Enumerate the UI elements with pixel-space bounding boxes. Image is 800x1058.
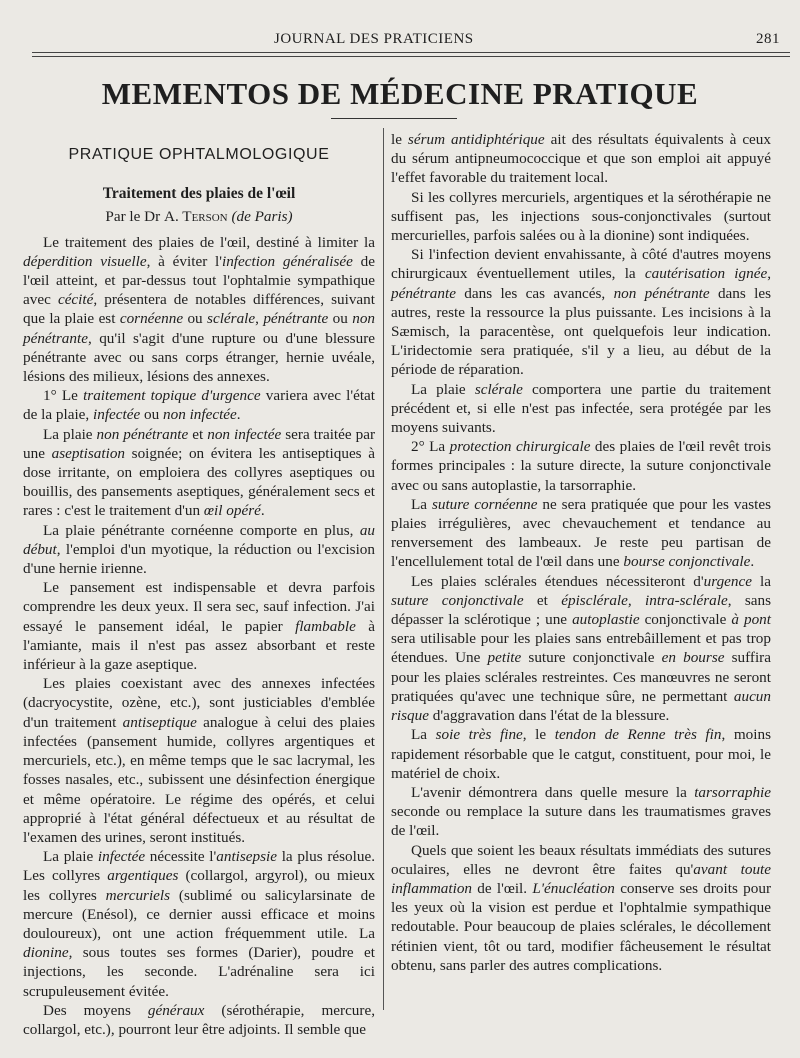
left-body bbox=[23, 233, 375, 1040]
title-underline bbox=[331, 118, 457, 119]
text-run: La bbox=[411, 495, 432, 513]
italic-run: mercuriels bbox=[105, 886, 171, 904]
paragraph bbox=[23, 1001, 375, 1039]
text-run: , moins rapidement résorbable que le catgut, constituent, pour moi, le matériel de choix. bbox=[391, 726, 771, 782]
paragraph bbox=[23, 847, 375, 1001]
text-run: La plaie bbox=[411, 380, 475, 398]
text-run: ou bbox=[328, 310, 353, 328]
text-run: , bbox=[255, 310, 264, 328]
italic-run: protection chirurgicale bbox=[449, 438, 591, 456]
text-run: le bbox=[391, 131, 408, 148]
italic-run: autoplastie bbox=[572, 611, 640, 629]
italic-run: flambable bbox=[295, 617, 356, 635]
text-run: et bbox=[188, 425, 208, 443]
italic-run: sclérale bbox=[207, 310, 256, 328]
left-column bbox=[23, 130, 375, 1039]
paragraph bbox=[23, 521, 375, 579]
text-run: Les plaies sclérales étendues nécessiteront d' bbox=[411, 572, 704, 590]
text-run: Le pansement est indispensable et devra parfois comprendre les deux yeux. Il sera sec, sauf infection. J'ai essayé le pansement idéal, le papier bbox=[23, 579, 375, 635]
italic-run: non infectée bbox=[163, 406, 237, 424]
text-run: comportera une partie du traitement précédent et, si elle n'est pas infectée, sera protégée par les moyens suivants. bbox=[391, 380, 771, 437]
paragraph bbox=[391, 572, 771, 726]
paragraph bbox=[23, 578, 375, 674]
italic-run: sclérale bbox=[474, 380, 523, 398]
italic-run: urgence bbox=[703, 572, 752, 590]
italic-run: tendon de Renne très fin bbox=[554, 726, 722, 744]
italic-run: en bourse bbox=[661, 649, 725, 667]
italic-run: dionine bbox=[23, 944, 69, 962]
italic-run: infection généralisée bbox=[221, 252, 353, 270]
journal-title: JOURNAL DES PRATICIENS bbox=[274, 31, 474, 47]
text-run: ou bbox=[140, 406, 163, 424]
text-run: soignée; on évitera les antiseptiques à dose irritante, on emploiera des collyres aseptiques ou bouillis, des pansements aseptiques, généralement secs et rares : c'est le traitement d'un bbox=[23, 444, 375, 520]
text-run: . bbox=[236, 406, 241, 424]
text-run: ne sera pratiquée que pour les vastes plaies irrégulières, avec chevauchement et tendance au renversement des lambeaux. Je reste peu partisan de l'encellulement total de l'œil dans une bbox=[391, 495, 771, 571]
paragraph bbox=[391, 245, 771, 379]
paragraph bbox=[23, 386, 375, 424]
paragraph bbox=[391, 495, 771, 572]
text-run: suffira pour les plaies sclérales restreintes. Ces manœuvres ne seront pratiquées qu'avec une technique sûre, ne permettant bbox=[391, 649, 771, 705]
text-run: Les plaies coexistant avec des annexes infectées (dacryocystite, ozène, etc.), sont justiciables d'emblée d'un traitement bbox=[23, 675, 375, 731]
text-run: ou bbox=[183, 310, 208, 328]
text-run: La bbox=[411, 726, 436, 744]
italic-run: généraux bbox=[147, 1001, 205, 1019]
italic-run: antiseptique bbox=[122, 713, 197, 731]
text-run: ait des résultats équivalents à ceux du sérum antipneumococcique et que son emploi ait appuyé l'effet favorable du traitement local. bbox=[391, 131, 771, 187]
italic-run: cautérisation ignée bbox=[644, 265, 768, 283]
text-run: 2° La bbox=[411, 438, 450, 456]
italic-run: non infectée bbox=[207, 425, 282, 443]
text-run: , sans dépasser la sclérotique ; une bbox=[391, 591, 772, 629]
text-run: (sublimé ou salicylarsinate de mercure (Enésol), ce dernier aussi efficace et moins douloureux), ont une action fréquemment utile. La bbox=[23, 886, 375, 942]
right-column bbox=[391, 130, 771, 975]
text-run: Si l'infection devient envahissante, à côté d'autres moyens chirurgicaux éventuellement utiles, la bbox=[391, 246, 771, 283]
text-run: Le traitement des plaies de l'œil, destiné à limiter la bbox=[43, 233, 375, 251]
italic-run: pénétrante bbox=[391, 284, 456, 302]
italic-run: antisepsie bbox=[216, 848, 278, 866]
italic-run: infectée bbox=[97, 848, 146, 866]
byline-prefix: Par le Dr bbox=[105, 208, 161, 226]
text-run: , le bbox=[522, 726, 555, 744]
italic-run: suture cornéenne bbox=[431, 495, 538, 513]
main-title: MEMENTOS DE MÉDECINE PRATIQUE bbox=[101, 76, 699, 111]
paragraph bbox=[391, 437, 771, 495]
running-head bbox=[0, 31, 800, 51]
paragraph bbox=[391, 188, 771, 246]
page-number: 281 bbox=[756, 31, 780, 47]
text-run: La plaie pénétrante cornéenne comporte en plus, bbox=[43, 521, 360, 539]
italic-run: non pénétrante bbox=[96, 425, 189, 443]
italic-run: non pénétrante bbox=[23, 310, 376, 347]
byline bbox=[23, 207, 375, 226]
text-run: d'aggravation dans l'état de la blessure. bbox=[428, 707, 670, 725]
text-run: Si les collyres mercuriels, argentiques et la sérothérapie ne suffisent pas, les injections sous-conjonctivales (surtout mercurielles, parfois salées ou à la dionine) sont indiquées. bbox=[391, 188, 771, 245]
text-run: Des moyens bbox=[43, 1001, 148, 1019]
text-run: , présentera de notables différences, suivant que la plaie est bbox=[23, 291, 375, 328]
text-run: (sérothérapie, mercure, collargol, etc.), pourront leur être adjoints. Il semble que bbox=[23, 1001, 375, 1038]
italic-run: aseptisation bbox=[51, 444, 126, 462]
text-run: . bbox=[750, 553, 755, 571]
text-run: La plaie bbox=[43, 848, 98, 866]
text-run: sera utilisable pour les plaies sans entrebâillement et pas trop étendues. Une bbox=[391, 630, 771, 667]
text-run: conserve ses droits pour les yeux où la vision est perdue et l'ophtalmie sympathique redoutable. Pour beaucoup de plaies sclérales, le décollement rétinien vient, tôt ou tard, modifier fâcheusement le résultat obtenu, sans parler des autres complications. bbox=[391, 879, 771, 974]
italic-run: sérum antidiphtérique bbox=[407, 131, 545, 148]
text-run: , sous toutes ses formes (Darier), poudre et injections, les seconde. L'adrénaline sera ici scrupuleusement évitée. bbox=[23, 944, 375, 1000]
right-body bbox=[391, 130, 771, 975]
text-run: seconde ou remplace la suture dans les traumatismes graves de l'œil. bbox=[391, 803, 771, 840]
text-run: suture conjonctivale bbox=[521, 649, 662, 667]
text-run: et bbox=[523, 591, 562, 609]
italic-run: œil opéré bbox=[203, 502, 261, 520]
text-run: , bbox=[767, 265, 771, 283]
italic-run: infectée bbox=[93, 406, 141, 424]
text-run: sera traitée par une bbox=[23, 425, 376, 462]
text-run: , à éviter l' bbox=[146, 252, 222, 270]
text-run: 1° Le bbox=[43, 387, 84, 405]
text-run: à l'amiante, mais il n'est pas assez absorbant et reste inférieur à la gaze aseptique. bbox=[23, 617, 375, 674]
text-run: La plaie bbox=[43, 425, 97, 443]
paragraph bbox=[391, 380, 771, 438]
text-run: L'avenir démontrera dans quelle mesure la bbox=[411, 783, 695, 801]
header-rule-top bbox=[32, 52, 790, 53]
text-run: conjonctivale bbox=[639, 611, 732, 629]
italic-run: petite bbox=[487, 649, 522, 667]
article-title: Traitement des plaies de l'œil bbox=[102, 185, 296, 203]
italic-run: déperdition visuelle bbox=[23, 252, 147, 270]
paragraph bbox=[391, 783, 771, 841]
text-run: (collargol, argyrol), ou mieux les collyres bbox=[23, 867, 375, 904]
text-run: nécessite l' bbox=[145, 848, 217, 866]
italic-run: tarsorraphie bbox=[694, 783, 771, 801]
italic-run: suture conjonctivale bbox=[391, 591, 524, 609]
italic-run: bourse conjonctivale bbox=[623, 553, 751, 571]
text-run: analogue à celui des plaies infectées (pansement humide, collyres argentiques et mercuriels, etc.), en même temps que le sac lacrymal, les fosses nasales, etc., subissent une désinfection énergique et même opératoire. Le régime des opérés, et celui approprié à l'état général défectueux et au résultat de l'examen des urines, seront institués. bbox=[23, 713, 375, 846]
text-run: des plaies de l'œil revêt trois formes principales : la suture directe, la suture conjonctivale avec ou sans autoplastie, la tarsorraphie. bbox=[391, 438, 771, 494]
text-run: la plus résolue. Les collyres bbox=[23, 848, 375, 885]
italic-run: L'énucléation bbox=[532, 879, 615, 897]
italic-run: à pont bbox=[731, 611, 771, 629]
italic-run: épisclérale, intra-sclérale bbox=[561, 591, 728, 609]
italic-run: traitement topique d'urgence bbox=[83, 387, 261, 405]
italic-run: argentiques bbox=[107, 867, 179, 885]
text-run: , l'emploi d'un myotique, la réduction ou l'excision d'une hernie irienne. bbox=[23, 540, 375, 578]
paragraph bbox=[23, 674, 375, 847]
text-run: de l'œil atteint, et par-dessus tout l'ophtalmie sympathique avec bbox=[23, 252, 375, 309]
byline-author: A. Terson bbox=[164, 208, 228, 226]
paragraph bbox=[23, 425, 375, 521]
text-run: . bbox=[260, 502, 265, 520]
italic-run: soie très fine bbox=[435, 726, 523, 744]
italic-run: cornéenne bbox=[119, 310, 184, 328]
italic-run: au début bbox=[23, 521, 375, 558]
italic-run: pénétrante bbox=[263, 310, 329, 328]
column-divider bbox=[383, 128, 384, 1010]
header-rule-bottom bbox=[32, 56, 790, 57]
text-run: variera avec l'état de la plaie, bbox=[23, 387, 375, 424]
text-run: de l'œil. bbox=[472, 879, 533, 897]
byline-place: (de Paris) bbox=[231, 208, 293, 226]
paragraph bbox=[391, 841, 771, 975]
paragraph bbox=[391, 130, 771, 188]
text-run: la bbox=[751, 572, 771, 590]
text-run: dans les autres, reste la ressource la plus puissante. Les incisions à la Sæmisch, la paracentèse, ont quelquefois leur indication. L'iridectomie sera pratiquée, s'il y a lieu, au début de la période de réparation. bbox=[391, 284, 771, 379]
italic-run: avant toute inflammation bbox=[391, 860, 771, 897]
text-run: , qu'il s'agit d'une rupture ou d'une blessure pénétrante avec ou sans corps étranger, hernie uvéale, lésions des milieux, lésions des annexes. bbox=[23, 329, 375, 386]
italic-run: non pénétrante bbox=[613, 284, 710, 302]
paragraph bbox=[391, 725, 771, 783]
text-run: Quels que soient les beaux résultats immédiats des sutures oculaires, elles ne devront être faites qu' bbox=[391, 841, 771, 878]
text-run: dans les cas avancés, bbox=[455, 284, 614, 302]
section-heading: PRATIQUE OPHTALMOLOGIQUE bbox=[68, 146, 330, 163]
italic-run: aucun risque bbox=[391, 687, 771, 725]
paragraph bbox=[23, 233, 375, 387]
italic-run: cécité bbox=[57, 291, 94, 309]
